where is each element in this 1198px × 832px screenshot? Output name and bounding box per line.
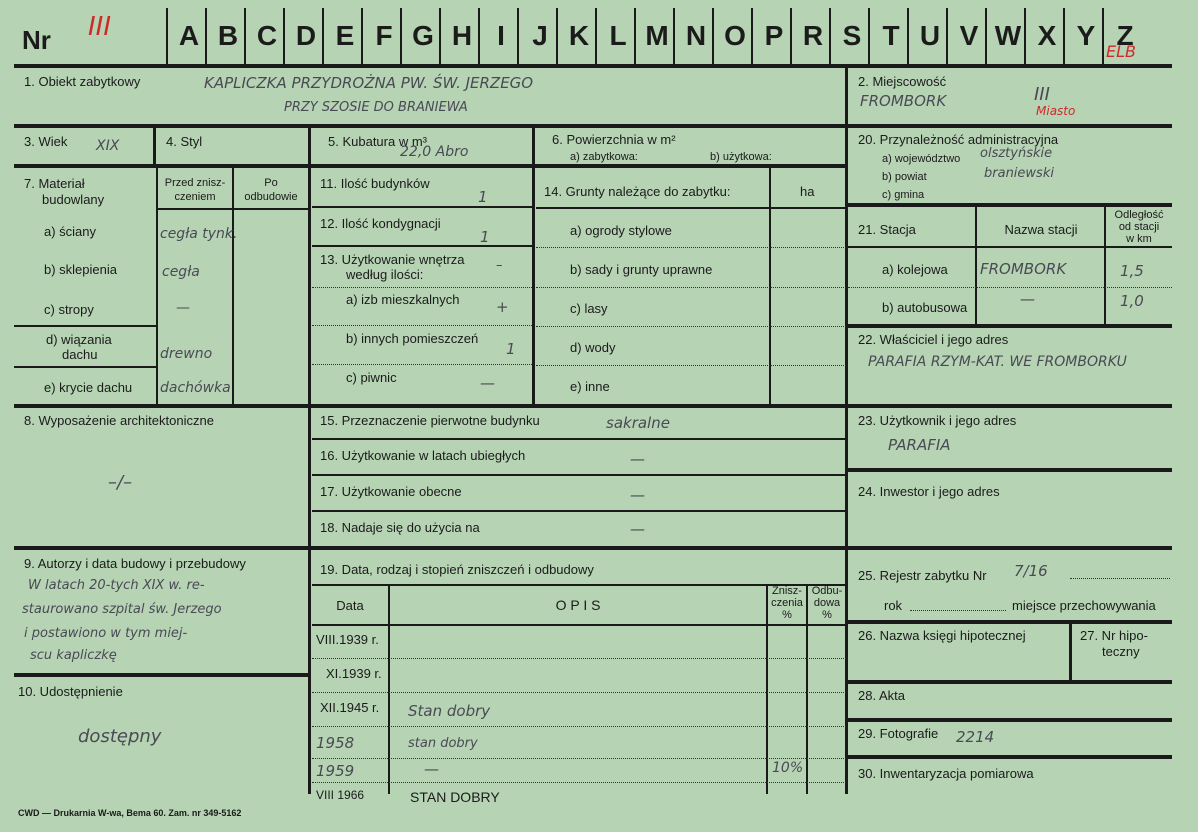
f2-label: 2. Miejscowość (858, 74, 947, 89)
index-divider (634, 8, 636, 64)
f9-line3: i postawiono w tym miej- (24, 626, 188, 641)
index-letter-s: S (842, 20, 862, 51)
stamp: ELB (1106, 42, 1136, 61)
f7-col2b: odbudowie (244, 191, 298, 203)
f23-label: 23. Użytkownik i jego adres (858, 413, 1017, 428)
index-letter-i: I (497, 20, 505, 51)
index-divider (1102, 8, 1104, 64)
f19-row-opis: stan dobry (408, 736, 478, 751)
index-letter-y: Y (1076, 20, 1096, 51)
f20-a-value: olsztyńskie (980, 146, 1053, 161)
f21-a-dist: 1,5 (1120, 262, 1144, 280)
index-divider (595, 8, 597, 64)
f25-label: 25. Rejestr zabytku Nr (858, 568, 987, 583)
f27-label: 27. Nr hipo- (1080, 628, 1148, 643)
f8-label: 8. Wyposażenie architektoniczne (24, 413, 214, 428)
index-divider (166, 8, 168, 64)
f3-value: XIX (96, 138, 120, 154)
f19-col-date: Data (336, 598, 364, 613)
index-divider (751, 8, 753, 64)
index-divider (517, 8, 519, 64)
f7-row-a-value: cegła tynk. (160, 226, 238, 242)
f19-row-date: VIII 1966 (316, 788, 365, 802)
f19-col-zn3: % (782, 609, 792, 621)
f25-rok: rok (884, 598, 903, 613)
f13-a-value: + (496, 298, 509, 316)
f7-label2: budowlany (42, 192, 105, 207)
index-letter-f: F (375, 20, 393, 51)
index-divider (1024, 8, 1026, 64)
f21-a-name: FROMBORK (980, 260, 1067, 278)
f17-value: — (630, 486, 645, 504)
index-letter-u: U (919, 20, 941, 51)
f7-row-d-value: drewno (160, 346, 213, 362)
f7-row-c: c) stropy (44, 302, 94, 317)
index-divider (985, 8, 987, 64)
f9-line4: scu kapliczkę (30, 648, 117, 663)
f7-row-b: b) sklepienia (44, 262, 117, 277)
index-divider (244, 8, 246, 64)
index-divider (361, 8, 363, 64)
f6-b: b) użytkowa: (710, 151, 772, 163)
f13-dash: – (496, 258, 503, 273)
f20-c: c) gmina (882, 189, 925, 201)
index-letter-v: V (959, 20, 979, 51)
f24-label: 24. Inwestor i jego adres (858, 484, 1000, 499)
f30-label: 30. Inwentaryzacja pomiarowa (858, 766, 1034, 781)
f29-value: 2214 (956, 728, 995, 746)
f19-pct: 10% (772, 760, 804, 776)
f2-mark: III (1034, 84, 1050, 105)
f7-row-b-value: cegła (162, 264, 200, 280)
f21-col-dist2: od stacji (1118, 221, 1160, 233)
f3-label: 3. Wiek (24, 134, 68, 149)
f20-label: 20. Przynależność administracyjna (858, 132, 1059, 147)
index-letter-w: W (994, 20, 1022, 51)
f10-label: 10. Udostępnienie (18, 684, 123, 699)
index-divider (946, 8, 948, 64)
index-letter-a: A (178, 20, 200, 51)
index-divider (556, 8, 558, 64)
f2-value: FROMBORK (860, 92, 947, 110)
f5-label: 5. Kubatura w m³ (328, 134, 427, 149)
index-divider (1063, 8, 1065, 64)
index-letter-c: C (256, 20, 278, 51)
f21-a: a) kolejowa (882, 262, 948, 277)
f2-note: Miasto (1036, 104, 1076, 118)
f20-b-value: braniewski (984, 166, 1054, 181)
index-letter-b: B (217, 20, 239, 51)
f14-e: e) inne (570, 379, 610, 394)
f1-value1: KAPLICZKA PRZYDROŻNA PW. ŚW. JERZEGO (204, 74, 534, 92)
index-letter-k: K (568, 20, 590, 51)
index-divider (790, 8, 792, 64)
f7-label: 7. Materiał (24, 176, 85, 191)
index-letter-j: J (532, 20, 548, 51)
index-letter-z: Z (1116, 20, 1134, 51)
nr-value: III (88, 12, 112, 42)
f21-col-dist3: w km (1126, 233, 1152, 245)
f21-label: 21. Stacja (858, 222, 916, 237)
f26-label: 26. Nazwa księgi hipotecznej (858, 628, 1026, 643)
index-letter-h: H (451, 20, 473, 51)
index-letter-d: D (295, 20, 317, 51)
f28-label: 28. Akta (858, 688, 905, 703)
nr-label: Nr (22, 25, 51, 55)
f19-row-opis: Stan dobry (408, 702, 491, 720)
f9-line1: W latach 20-tych XIX w. re- (28, 578, 205, 593)
f9-line2: staurowano szpital św. Jerzego (22, 602, 222, 617)
f8-value: –/– (108, 472, 133, 493)
index-letter-e: E (335, 20, 355, 51)
index-divider (283, 8, 285, 64)
index-divider (712, 8, 714, 64)
f1-value2: PRZY SZOSIE DO BRANIEWA (284, 100, 468, 115)
f12-value: 1 (480, 228, 490, 246)
index-letter-g: G (412, 20, 434, 51)
f7-row-c-value: — (176, 300, 190, 316)
f5-value: 22,0 Abro (400, 144, 469, 160)
f19-row-date: 1959 (316, 762, 355, 780)
f7-row-e: e) krycie dachu (44, 380, 133, 395)
printer-footer: CWD — Drukarnia W-wa, Bema 60. Zam. nr 349-5162 (18, 808, 242, 818)
f7-row-d: d) wiązania (46, 332, 112, 347)
index-divider (673, 8, 675, 64)
f21-col-name: Nazwa stacji (1004, 222, 1078, 237)
f14-b: b) sady i grunty uprawne (570, 262, 713, 277)
f6-a: a) zabytkowa: (570, 151, 638, 163)
f20-a: a) województwo (882, 153, 961, 165)
f7-col1a: Przed znisz- (164, 177, 226, 189)
index-divider (400, 8, 402, 64)
f14-c: c) lasy (570, 301, 608, 316)
index-letter-o: O (724, 20, 746, 51)
f7-col2a: Po (264, 177, 278, 189)
f19-row-date: XI.1939 r. (326, 666, 382, 681)
f14-unit: ha (800, 184, 815, 199)
f10-value: dostępny (78, 726, 162, 747)
f19-row-date: 1958 (316, 734, 355, 752)
f16-label: 16. Użytkowanie w latach ubiegłych (320, 448, 526, 463)
f19-col-opis: O P I S (555, 597, 601, 613)
f13-b: b) innych pomieszczeń (346, 331, 479, 346)
f25-miejsce: miejsce przechowywania (1012, 598, 1156, 613)
f9-label: 9. Autorzy i data budowy i przebudowy (24, 556, 246, 571)
f22-label: 22. Właściciel i jego adres (858, 332, 1009, 347)
f19-col-od2: dowa (813, 597, 841, 609)
f18-value: — (630, 520, 645, 538)
f4-label: 4. Styl (166, 134, 203, 149)
f19-row-date: VIII.1939 r. (316, 632, 379, 647)
index-divider (868, 8, 870, 64)
f13-a: a) izb mieszkalnych (346, 292, 460, 307)
f19-row-date: XII.1945 r. (320, 700, 380, 715)
index-divider (907, 8, 909, 64)
f19-row-opis: — (424, 760, 439, 778)
index-divider (439, 8, 441, 64)
index-letter-l: L (609, 20, 627, 51)
f20-b: b) powiat (882, 171, 927, 183)
f7-row-a: a) ściany (44, 224, 97, 239)
f14-a: a) ogrody stylowe (570, 223, 672, 238)
f19-col-zn1: Znisz- (772, 585, 802, 597)
index-letter-t: T (882, 20, 900, 51)
f19-label: 19. Data, rodzaj i stopień zniszczeń i odbudowy (320, 562, 594, 577)
f7-col1b: czeniem (174, 191, 216, 203)
f25-value: 7/16 (1014, 562, 1048, 580)
index-divider (205, 8, 207, 64)
index-letter-x: X (1037, 20, 1057, 51)
f21-b-name: — (1020, 290, 1035, 308)
f21-col-dist1: Odległość (1114, 209, 1164, 221)
f19-col-od1: Odbu- (811, 585, 843, 597)
f12-label: 12. Ilość kondygnacji (320, 216, 441, 231)
f27-label2: teczny (1102, 644, 1140, 659)
f15-label: 15. Przeznaczenie pierwotne budynku (320, 413, 540, 428)
f13-label: 13. Użytkowanie wnętrza (320, 252, 465, 267)
f21-b-dist: 1,0 (1120, 292, 1144, 310)
f6-label: 6. Powierzchnia w m² (552, 132, 676, 147)
f17-label: 17. Użytkowanie obecne (320, 484, 462, 499)
f18-label: 18. Nadaje się do użycia na (320, 520, 480, 535)
f19-row-opis: STAN DOBRY (410, 789, 500, 805)
f14-d: d) wody (570, 340, 616, 355)
f15-value: sakralne (606, 414, 670, 432)
f19-col-od3: % (822, 609, 832, 621)
f21-b: b) autobusowa (882, 300, 968, 315)
f1-label: 1. Obiekt zabytkowy (24, 74, 141, 89)
f13-label2: według ilości: (346, 267, 424, 282)
index-letter-n: N (685, 20, 707, 51)
f7-row-d2: dachu (62, 347, 98, 362)
index-divider (322, 8, 324, 64)
index-letter-r: R (802, 20, 824, 51)
f13-b-value: 1 (506, 340, 516, 358)
f14-label: 14. Grunty należące do zabytku: (544, 184, 731, 199)
f7-row-e-value: dachówka (160, 380, 231, 396)
f13-c: c) piwnic (346, 370, 397, 385)
f16-value: — (630, 450, 645, 468)
index-letter-m: M (645, 20, 669, 51)
f23-value: PARAFIA (888, 436, 951, 454)
f19-col-zn2: czenia (771, 597, 803, 609)
f29-label: 29. Fotografie (858, 726, 939, 741)
f22-value: PARAFIA RZYM-KAT. WE FROMBORKU (868, 354, 1127, 370)
f11-value: 1 (478, 188, 488, 206)
index-divider (478, 8, 480, 64)
index-divider (829, 8, 831, 64)
f13-c-value: — (480, 374, 495, 392)
f11-label: 11. Ilość budynków (320, 176, 430, 191)
index-letter-p: P (764, 20, 784, 51)
